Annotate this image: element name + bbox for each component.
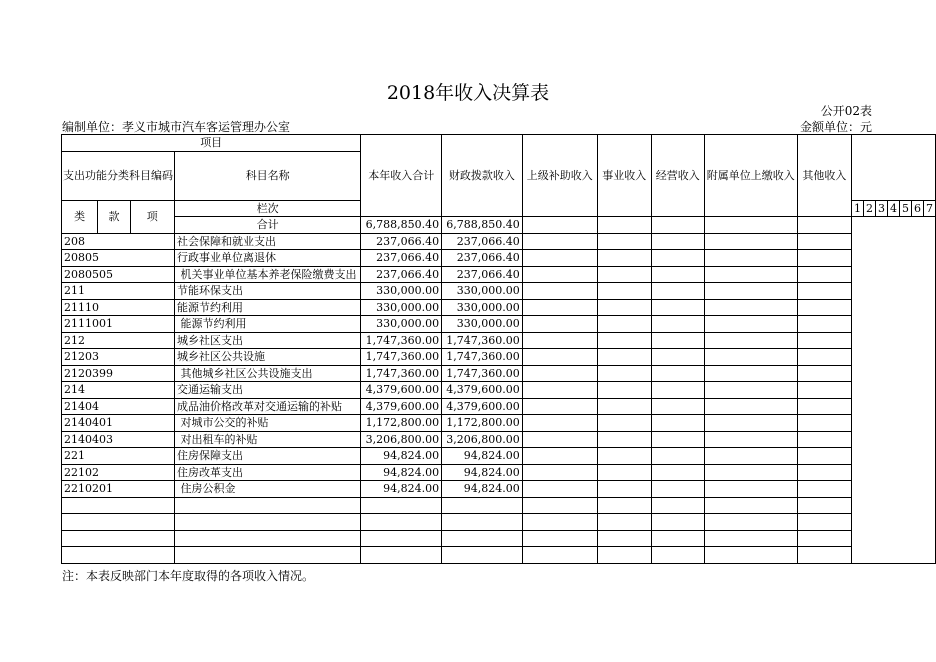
header-item: 项目 [62,135,361,152]
func-code: 2111001 [62,316,175,333]
header-business: 事业收入 [597,135,651,217]
col-num-1: 1 [852,200,864,217]
header-subject-name: 科目名称 [175,151,361,200]
table-row [62,316,936,333]
table-row [62,448,936,465]
row-fiscal: 3,206,800.00 [442,431,523,448]
empty-cell [651,431,704,448]
subject-name: 住房公积金 [175,481,361,498]
empty-cell [597,316,651,333]
empty-cell [797,481,851,498]
empty-cell [797,316,851,333]
empty-cell [522,365,597,382]
empty-cell [522,464,597,481]
total-label: 合计 [175,217,361,234]
row-fiscal: 1,747,360.00 [442,332,523,349]
form-code: 公开02表 [820,104,872,118]
empty-cell [651,283,704,300]
header-lei: 类 [62,200,98,233]
row-total: 237,066.40 [361,250,442,267]
subject-name: 行政事业单位离退休 [175,250,361,267]
empty-cell [651,448,704,465]
empty-cell [597,233,651,250]
empty-cell [597,448,651,465]
currency-unit: 金额单位：元 [799,120,872,134]
subject-name: 城乡社区支出 [175,332,361,349]
row-fiscal: 237,066.40 [442,250,523,267]
table-row [62,398,936,415]
blank-row [62,547,936,564]
empty-cell [597,365,651,382]
empty-cell [522,431,597,448]
row-total: 94,824.00 [361,448,442,465]
func-code: 212 [62,332,175,349]
empty-cell [597,382,651,399]
footnote: 注：本表反映部门本年度取得的各项收入情况。 [62,569,315,583]
empty-cell [704,266,797,283]
empty-cell [522,349,597,366]
empty-cell [522,415,597,432]
header-func-code: 支出功能分类科目编码 [62,151,175,200]
empty-cell [704,283,797,300]
empty-cell [797,250,851,267]
row-fiscal: 1,747,360.00 [442,365,523,382]
empty-cell [704,316,797,333]
row-total: 3,206,800.00 [361,431,442,448]
func-code: 208 [62,233,175,250]
row-total: 1,747,360.00 [361,349,442,366]
empty-cell [651,233,704,250]
subject-name: 交通运输支出 [175,382,361,399]
empty-cell [522,332,597,349]
empty-cell [704,431,797,448]
func-code: 21110 [62,299,175,316]
table-row [62,349,936,366]
empty-cell [651,250,704,267]
header-kuan: 款 [98,200,130,233]
empty-cell [651,299,704,316]
func-code: 21203 [62,349,175,366]
empty-cell [522,233,597,250]
row-total: 237,066.40 [361,233,442,250]
empty-cell [522,398,597,415]
header-operation: 经营收入 [651,135,704,217]
empty-cell [797,299,851,316]
empty-cell [651,266,704,283]
empty-cell [522,266,597,283]
row-fiscal: 94,824.00 [442,464,523,481]
empty-cell [704,398,797,415]
empty-cell [522,250,597,267]
func-code: 2140403 [62,431,175,448]
empty-cell [651,316,704,333]
empty-cell [597,464,651,481]
row-fiscal: 330,000.00 [442,283,523,300]
table-row [62,233,936,250]
func-code: 2140401 [62,415,175,432]
table-row [62,266,936,283]
table-row [62,431,936,448]
subject-name: 能源节约利用 [175,299,361,316]
empty-cell [651,332,704,349]
row-total: 330,000.00 [361,283,442,300]
empty-cell [597,415,651,432]
empty-cell [597,349,651,366]
col-num-3: 3 [876,200,888,217]
header-xiang: 项 [130,200,174,233]
empty-cell [597,431,651,448]
empty-cell [651,365,704,382]
func-code: 2080505 [62,266,175,283]
row-fiscal: 4,379,600.00 [442,382,523,399]
subject-name: 节能环保支出 [175,283,361,300]
empty-cell [704,233,797,250]
row-fiscal: 4,379,600.00 [442,398,523,415]
func-code: 221 [62,448,175,465]
empty-cell [597,332,651,349]
empty-cell [704,332,797,349]
blank-row [62,530,936,547]
empty-cell [797,431,851,448]
subject-name: 其他城乡社区公共设施支出 [175,365,361,382]
subject-name: 成品油价格改革对交通运输的补贴 [175,398,361,415]
empty-cell [797,365,851,382]
empty-cell [522,316,597,333]
empty-cell [597,250,651,267]
func-code: 21404 [62,398,175,415]
total-row [62,217,936,234]
header-fiscal: 财政拨款收入 [442,135,523,217]
row-total: 94,824.00 [361,464,442,481]
subject-name: 城乡社区公共设施 [175,349,361,366]
func-code: 214 [62,382,175,399]
empty-cell [522,481,597,498]
blank-row [62,514,936,531]
empty-cell [597,398,651,415]
row-fiscal: 330,000.00 [442,299,523,316]
row-total: 330,000.00 [361,316,442,333]
table-row [62,332,936,349]
empty-cell [522,299,597,316]
empty-cell [522,283,597,300]
func-code: 211 [62,283,175,300]
table-row [62,464,936,481]
row-fiscal: 94,824.00 [442,448,523,465]
func-code: 20805 [62,250,175,267]
empty-cell [651,349,704,366]
empty-cell [797,448,851,465]
row-total: 330,000.00 [361,299,442,316]
empty-cell [797,415,851,432]
empty-cell [797,332,851,349]
row-total: 4,379,600.00 [361,382,442,399]
empty-cell [797,233,851,250]
empty-cell [522,448,597,465]
col-num-7: 7 [924,200,936,217]
total-fiscal: 6,788,850.40 [442,217,523,234]
empty-cell [704,349,797,366]
row-total: 1,172,800.00 [361,415,442,432]
empty-cell [522,382,597,399]
row-fiscal: 1,172,800.00 [442,415,523,432]
table-row [62,481,936,498]
table-row [62,382,936,399]
empty-cell [651,415,704,432]
table-row [62,299,936,316]
row-fiscal: 94,824.00 [442,481,523,498]
header-other: 其他收入 [797,135,851,217]
empty-cell [651,382,704,399]
total-amount: 6,788,850.40 [361,217,442,234]
empty-cell [797,382,851,399]
report-title: 2018年收入决算表 [386,82,550,104]
row-fiscal: 237,066.40 [442,266,523,283]
header-affiliated: 附属单位上缴收入 [704,135,797,217]
subject-name: 机关事业单位基本养老保险缴费支出 [175,266,361,283]
empty-cell [704,464,797,481]
empty-cell [704,250,797,267]
empty-cell [797,266,851,283]
table-row [62,415,936,432]
func-code: 2120399 [62,365,175,382]
row-fiscal: 330,000.00 [442,316,523,333]
empty-cell [704,415,797,432]
row-total: 94,824.00 [361,481,442,498]
func-code: 22102 [62,464,175,481]
empty-cell [651,398,704,415]
empty-cell [797,349,851,366]
empty-cell [651,464,704,481]
col-num-6: 6 [912,200,924,217]
row-total: 1,747,360.00 [361,365,442,382]
col-num-2: 2 [864,200,876,217]
row-fiscal: 1,747,360.00 [442,349,523,366]
empty-cell [704,448,797,465]
header-lanci: 栏次 [175,200,361,217]
subject-name: 对城市公交的补贴 [175,415,361,432]
empty-cell [704,382,797,399]
subject-name: 能源节约利用 [175,316,361,333]
compiling-unit: 编制单位：孝义市城市汽车客运管理办公室 [62,120,291,134]
empty-cell [651,481,704,498]
empty-cell [797,464,851,481]
header-total: 本年收入合计 [361,135,442,217]
subject-name: 住房保障支出 [175,448,361,465]
subject-name: 对出租车的补贴 [175,431,361,448]
empty-cell [797,398,851,415]
header-superior: 上级补助收入 [522,135,597,217]
empty-cell [704,481,797,498]
col-num-4: 4 [888,200,900,217]
row-fiscal: 237,066.40 [442,233,523,250]
empty-cell [597,283,651,300]
income-table [61,134,936,564]
row-total: 237,066.40 [361,266,442,283]
blank-row [62,497,936,514]
empty-cell [704,365,797,382]
func-code: 2210201 [62,481,175,498]
empty-cell [797,283,851,300]
empty-cell [704,299,797,316]
table-row [62,283,936,300]
empty-cell [597,481,651,498]
subject-name: 社会保障和就业支出 [175,233,361,250]
empty-cell [597,266,651,283]
table-row [62,365,936,382]
subject-name: 住房改革支出 [175,464,361,481]
empty-cell [597,299,651,316]
col-num-5: 5 [900,200,912,217]
table-row [62,250,936,267]
row-total: 4,379,600.00 [361,398,442,415]
header-row-1 [62,135,936,152]
row-total: 1,747,360.00 [361,332,442,349]
